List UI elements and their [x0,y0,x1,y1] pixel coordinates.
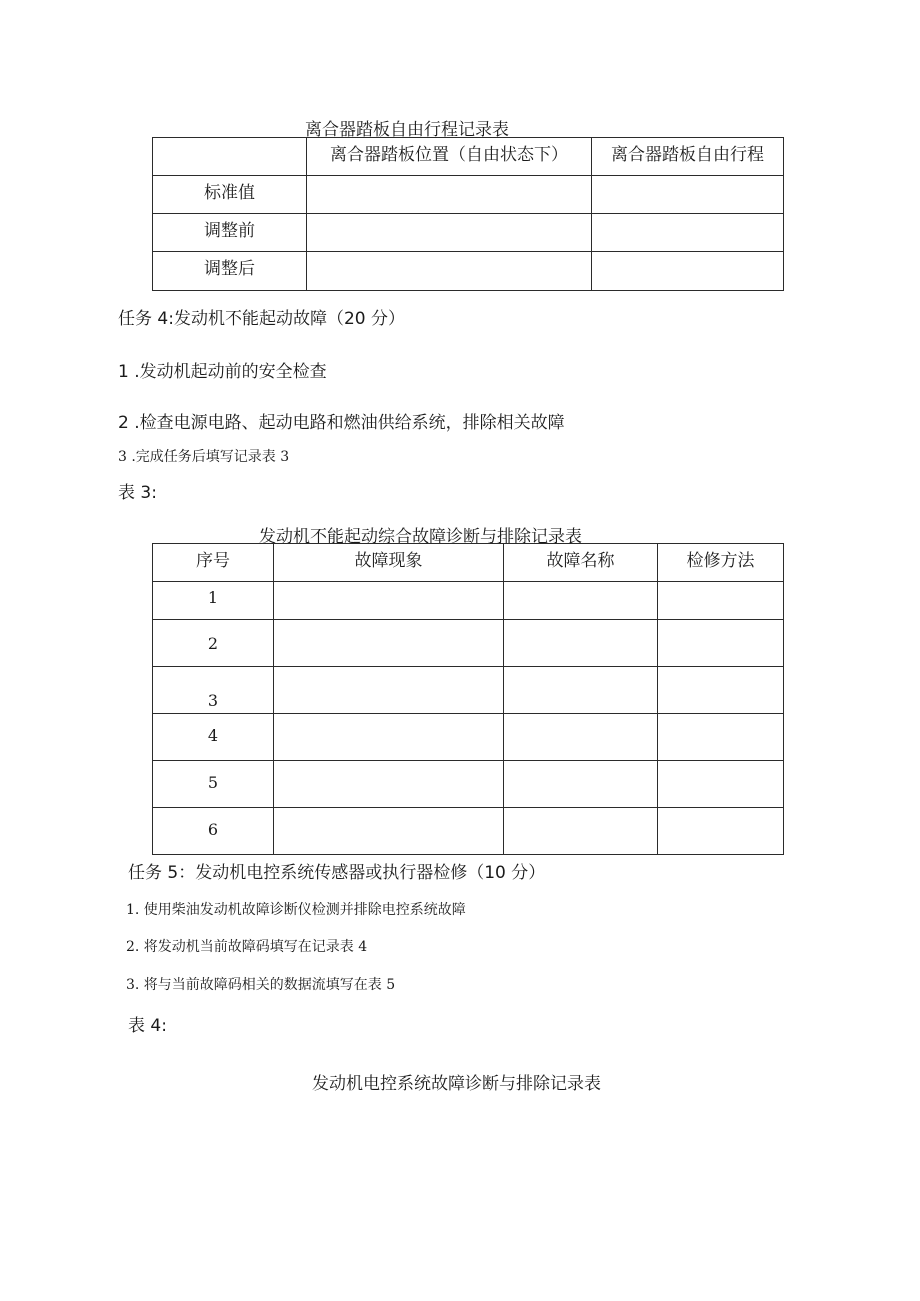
table3-header-row [153,544,784,582]
table3-cell[interactable] [658,808,784,855]
table3-cell[interactable] [658,761,784,808]
clutch-row-label: 标准值 [153,176,307,214]
table-row [153,252,784,291]
table-row [153,582,784,620]
task4-item-1: 1 .发动机起动前的安全检查 [118,362,327,382]
clutch-row-label: 调整后 [153,252,307,291]
clutch-header-pedal-position: 离合器踏板位置（自由状态下） [307,138,592,176]
table3-header-fault-name: 故障名称 [504,544,658,582]
clutch-cell[interactable] [592,252,784,291]
table-row [153,620,784,667]
table3-cell[interactable] [658,714,784,761]
table3-header-index: 序号 [153,544,274,582]
table3-cell[interactable] [504,714,658,761]
table3-cell[interactable] [504,761,658,808]
table3-cell[interactable] [658,582,784,620]
task4-heading: 任务 4:发动机不能起动故障（20 分） [118,309,405,329]
task4-item-3: 3 .完成任务后填写记录表 3 [118,449,290,465]
clutch-cell[interactable] [307,252,592,291]
table3-cell[interactable] [274,714,504,761]
table-row [153,714,784,761]
table3-cell[interactable] [658,620,784,667]
task5-heading: 任务 5：发动机电控系统传感器或执行器检修（10 分） [128,863,546,883]
table3-header-repair-method: 检修方法 [658,544,784,582]
table3-row-index: 4 [153,714,274,761]
clutch-table-title: 离合器踏板自由行程记录表 [305,120,509,140]
table3-row-index: 6 [153,808,274,855]
table3 [152,543,784,855]
clutch-header-empty [153,138,307,176]
table3-cell[interactable] [504,620,658,667]
table4-title: 发动机电控系统故障诊断与排除记录表 [312,1074,601,1094]
table3-row-index: 3 [153,667,274,714]
table3-label: 表 3: [118,483,157,503]
table3-cell[interactable] [504,808,658,855]
table3-title: 发动机不能起动综合故障诊断与排除记录表 [259,527,582,547]
table3-row-index: 2 [153,620,274,667]
table-row [153,176,784,214]
table3-row-index: 5 [153,761,274,808]
clutch-header-free-travel: 离合器踏板自由行程 [592,138,784,176]
clutch-row-label: 调整前 [153,214,307,252]
table3-row-index: 1 [153,582,274,620]
clutch-cell[interactable] [592,214,784,252]
clutch-cell[interactable] [592,176,784,214]
table3-cell[interactable] [504,667,658,714]
task4-item-2: 2 .检查电源电路、起动电路和燃油供给系统，排除相关故障 [118,413,565,433]
table3-cell[interactable] [274,620,504,667]
table3-cell[interactable] [274,761,504,808]
clutch-table-header-row [153,138,784,176]
table4-label: 表 4: [128,1016,167,1036]
table-row [153,808,784,855]
table3-cell[interactable] [274,667,504,714]
table3-header-symptom: 故障现象 [274,544,504,582]
table3-cell[interactable] [504,582,658,620]
table-row [153,214,784,252]
table3-cell[interactable] [274,808,504,855]
clutch-cell[interactable] [307,214,592,252]
table-row [153,761,784,808]
clutch-table [152,137,784,291]
table3-cell[interactable] [274,582,504,620]
task5-item-1: 1. 使用柴油发动机故障诊断仪检测并排除电控系统故障 [126,902,466,918]
table3-cell[interactable] [658,667,784,714]
task5-item-3: 3. 将与当前故障码相关的数据流填写在表 5 [126,977,396,993]
table-row [153,667,784,714]
task5-item-2: 2. 将发动机当前故障码填写在记录表 4 [126,939,368,955]
clutch-cell[interactable] [307,176,592,214]
